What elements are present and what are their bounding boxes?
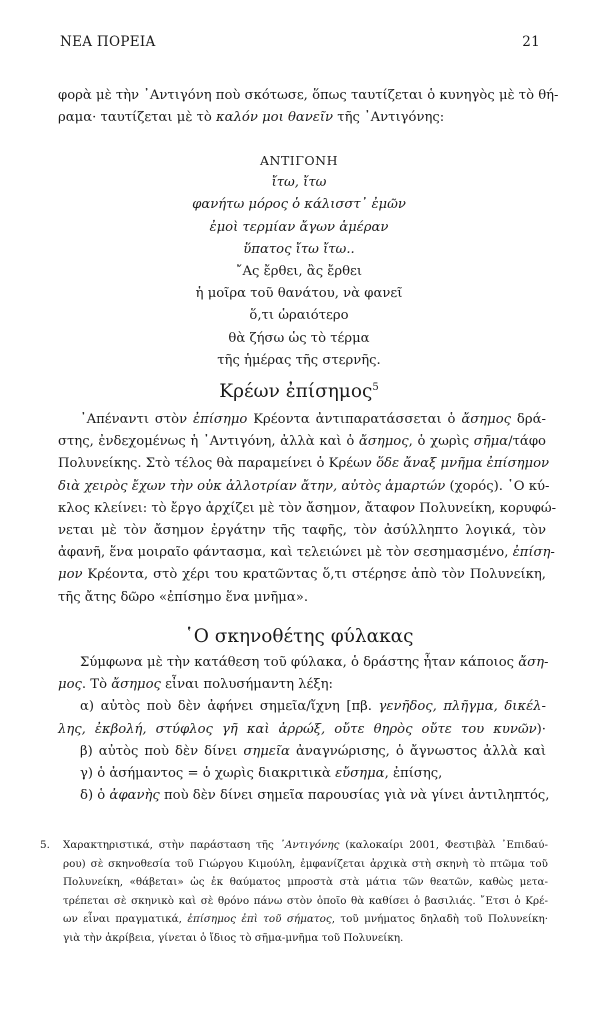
verse-line: τῆς ἡμέρας τῆς στερνῆς.	[217, 352, 381, 368]
text-line	[58, 652, 549, 674]
text-line	[58, 696, 546, 718]
text-run: , ὁ χωρὶς	[408, 434, 474, 450]
text-run: φορὰ μὲ τὴν ᾿Αντιγόνη ποὺ σκότωσε, ὅπως ταυτίζεται ὁ κυνηγὸς μὲ τὸ θή-	[58, 88, 559, 103]
verse-line: ἐμοὶ τερμίαν ἄγων ἁμέραν	[209, 219, 389, 235]
verse-line: ἡ μοῖρα τοῦ θανάτου, νὰ φανεῖ	[195, 286, 403, 302]
text-line	[58, 719, 546, 741]
italic-run: ἐπίση-	[512, 545, 555, 561]
text-run: εἶναι πολυσήμαντη λέξη:	[160, 677, 333, 693]
verse-line: ὕπατος ἴτω ἴτω..	[243, 241, 355, 257]
text-line	[63, 855, 548, 874]
text-run: ἀναγνώρισης, ὁ ἄγνωστος ἀλλὰ καὶ	[289, 743, 547, 759]
text-run: δ) ὁ	[80, 788, 110, 804]
verse-line: φανήτω μόρος ὁ κάλισστ᾿ ἐμῶν	[192, 197, 406, 213]
section-heading	[0, 626, 598, 647]
text-run: . Τὸ	[81, 677, 112, 693]
footnote-body	[63, 836, 548, 948]
italic-run: ἄσημος	[461, 412, 512, 427]
section-heading-text: ῾Ο σκηνοθέτης φύλακας	[184, 626, 414, 647]
verse-quotation	[0, 150, 598, 372]
text-run: ἀφανῆ, ἕνα μοιραῖο φάντασμα, καὶ τελειώνει μὲ τὸν σεσημασμένο,	[58, 545, 513, 561]
text-line	[58, 741, 546, 763]
text-run: Πολυνείκης. Στὸ τέλος θὰ παραμείνει ὁ Κρέων	[58, 456, 377, 472]
text-line	[58, 520, 546, 542]
text-run: Κρέοντα, στὸ χέρι του κρατῶντας ὅ,τι στέρησε ἀπὸ τὸν Πολυνείκη,	[82, 567, 546, 583]
text-run: Κρέοντα ἀντιπαρατάσσεται ὁ	[247, 412, 462, 427]
journal-title: ΝΕΑ ΠΟΡΕΙΑ	[60, 34, 156, 50]
text-run: /τάφο	[508, 434, 546, 450]
verse-line: ῎Ας ἔρθει, ἂς ἔρθει	[235, 264, 363, 280]
verse-line: ὅ,τι ὡραιότερο	[249, 308, 349, 324]
italic-run: σημεῖα	[243, 743, 290, 759]
text-line	[58, 674, 546, 696]
text-line	[58, 431, 546, 453]
text-run: Πολυνείκη, «θάβεται» ὡς ἐκ θαύματος μπροστὰ στὰ μάτια τῶν θεατῶν, καθὼς μετα-	[63, 876, 548, 889]
italic-run: ἄσημος	[358, 434, 409, 450]
italic-run: μον	[58, 567, 83, 583]
text-line	[58, 409, 546, 431]
italic-run: διὰ χειρὸς ἔχων τὴν οὐκ ἀλλοτρίαν ἄτην, αὐτὸς ἁμαρτών	[58, 478, 446, 494]
text-line	[63, 873, 548, 892]
text-run: τῆς ἄτης δῶρο «ἐπίσημο ἕνα μνῆμα».	[58, 589, 309, 605]
text-line	[58, 542, 555, 564]
text-run: γ) ὁ ἀσήμαντος = ὁ χωρὶς διακριτικὰ	[80, 766, 336, 782]
text-run: β) αὐτὸς ποὺ δὲν δίνει	[80, 743, 244, 759]
text-line	[58, 763, 546, 785]
italic-run: ἐπίσημο	[193, 412, 248, 427]
text-run: νεται μὲ τὸν ἄσημον ἐργάτην τῆς ταφῆς, τὸν ἀσύλληπτο λογικά, τὸν	[58, 523, 546, 539]
text-run: στης, ἐνδεχομένως ἡ ᾿Αντιγόνη, ἀλλὰ καὶ ὁ	[58, 434, 359, 450]
page-number: 21	[522, 34, 540, 50]
text-run: (καλοκαίρι 2001, Φεστιβὰλ ᾿Επιδαύ-	[339, 839, 548, 851]
intro-paragraph	[58, 85, 559, 129]
footnote-reference[interactable]: 5	[372, 381, 379, 393]
footnote	[40, 836, 548, 948]
text-line	[58, 785, 550, 807]
text-run: (χορός). ῾Ο κύ-	[445, 478, 550, 494]
text-line	[63, 929, 548, 948]
text-run: δρά-	[511, 412, 546, 427]
text-line	[63, 836, 548, 855]
italic-run: λης, ἐκβολή, στύφλος γῆ καὶ ἀρρώξ, οὔτε θηρὸς οὔτε του κυνῶν	[58, 721, 537, 737]
running-header	[60, 34, 540, 52]
text-run: ποὺ δὲν δίνει σημεῖα παρουσίας γιὰ νὰ γίνει ἀντιληπτός,	[159, 788, 550, 804]
italic-quote: καλόν μοι θανεῖν	[216, 110, 334, 126]
italic-run: ᾿Αντιγόνης	[279, 839, 340, 851]
text-run: Χαρακτηριστικά, στὴν παράσταση τῆς	[63, 839, 280, 851]
italic-run: ἀφανὴς	[109, 788, 160, 804]
text-run: )·	[536, 721, 546, 737]
section-body	[58, 652, 550, 807]
text-run: ρου) σὲ σκηνοθεσία τοῦ Γιώργου Κιμούλη, ἐμφανίζεται ἀρχικὰ στὴ σκηνὴ τὸ πτῶμα τοῦ	[63, 857, 548, 870]
text-line	[58, 107, 546, 129]
verse-speaker: ΑΝΤΙΓΟΝΗ	[260, 153, 338, 168]
text-run: γιὰ τὴν ἀκρίβεια, γίνεται ὁ ἴδιος τὸ σῆμα-μνῆμα τοῦ Πολυνείκη.	[63, 931, 404, 944]
italic-run: μος	[58, 677, 82, 693]
text-run: τρέπεται σὲ σκηνικὸ καὶ σὲ θρόνο πάνω στὸν ὁποῖο θὰ καθίσει ὁ βασιλιάς. ῎Ετσι ὁ Κρέ-	[63, 894, 548, 907]
italic-run: ἄση-	[518, 655, 549, 670]
text-run: , τοῦ μνήματος δηλαδὴ τοῦ Πολυνείκη·	[331, 913, 548, 926]
text-run: , ἐπίσης,	[384, 766, 443, 782]
text-line	[58, 476, 550, 498]
footnote-number: 5.	[40, 839, 50, 851]
text-run: ᾿Απέναντι στὸν	[80, 412, 193, 427]
italic-run: σῆμα	[473, 434, 509, 450]
italic-run: γενῆδος, πλῆγμα, δικέλ-	[378, 699, 547, 715]
text-line	[58, 85, 559, 107]
section-heading-text: Κρέων ἐπίσημος	[219, 381, 373, 402]
italic-run: ἐπίσημος ἐπὶ τοῦ σήματος	[187, 913, 332, 926]
text-line	[63, 910, 548, 929]
section-heading	[0, 381, 598, 402]
text-run: ραμα· ταυτίζεται μὲ τὸ	[58, 110, 217, 126]
italic-run: ἄσημος	[111, 677, 161, 693]
italic-run: ὅδε ἄναξ μνῆμα ἐπίσημον	[376, 456, 550, 472]
text-run: Σύμφωνα μὲ τὴν κατάθεση τοῦ φύλακα, ὁ δράστης ἦταν κάποιος	[80, 655, 519, 670]
text-line	[58, 587, 546, 609]
text-run: κλος κλείνει: τὸ ἔργο ἀρχίζει μὲ τὸν ἄσημον, ἄταφον Πολυνείκη, κορυφώ-	[58, 500, 557, 516]
text-line	[63, 892, 548, 911]
text-line	[58, 564, 546, 586]
text-run: ων εἶναι πραγματικά,	[63, 913, 188, 926]
text-run: α) αὐτὸς ποὺ δὲν ἀφήνει σημεῖα/ἴχνη [πβ.	[80, 699, 379, 715]
text-line	[58, 498, 557, 520]
italic-run: εὔσημα	[335, 766, 385, 782]
verse-line: ἴτω, ἴτω	[271, 175, 327, 191]
verse-line: θὰ ζήσω ὡς τὸ τέρμα	[228, 330, 370, 346]
text-run: τῆς ᾿Αντιγόνης:	[333, 110, 445, 126]
text-line	[58, 453, 550, 475]
section-body	[58, 409, 557, 609]
